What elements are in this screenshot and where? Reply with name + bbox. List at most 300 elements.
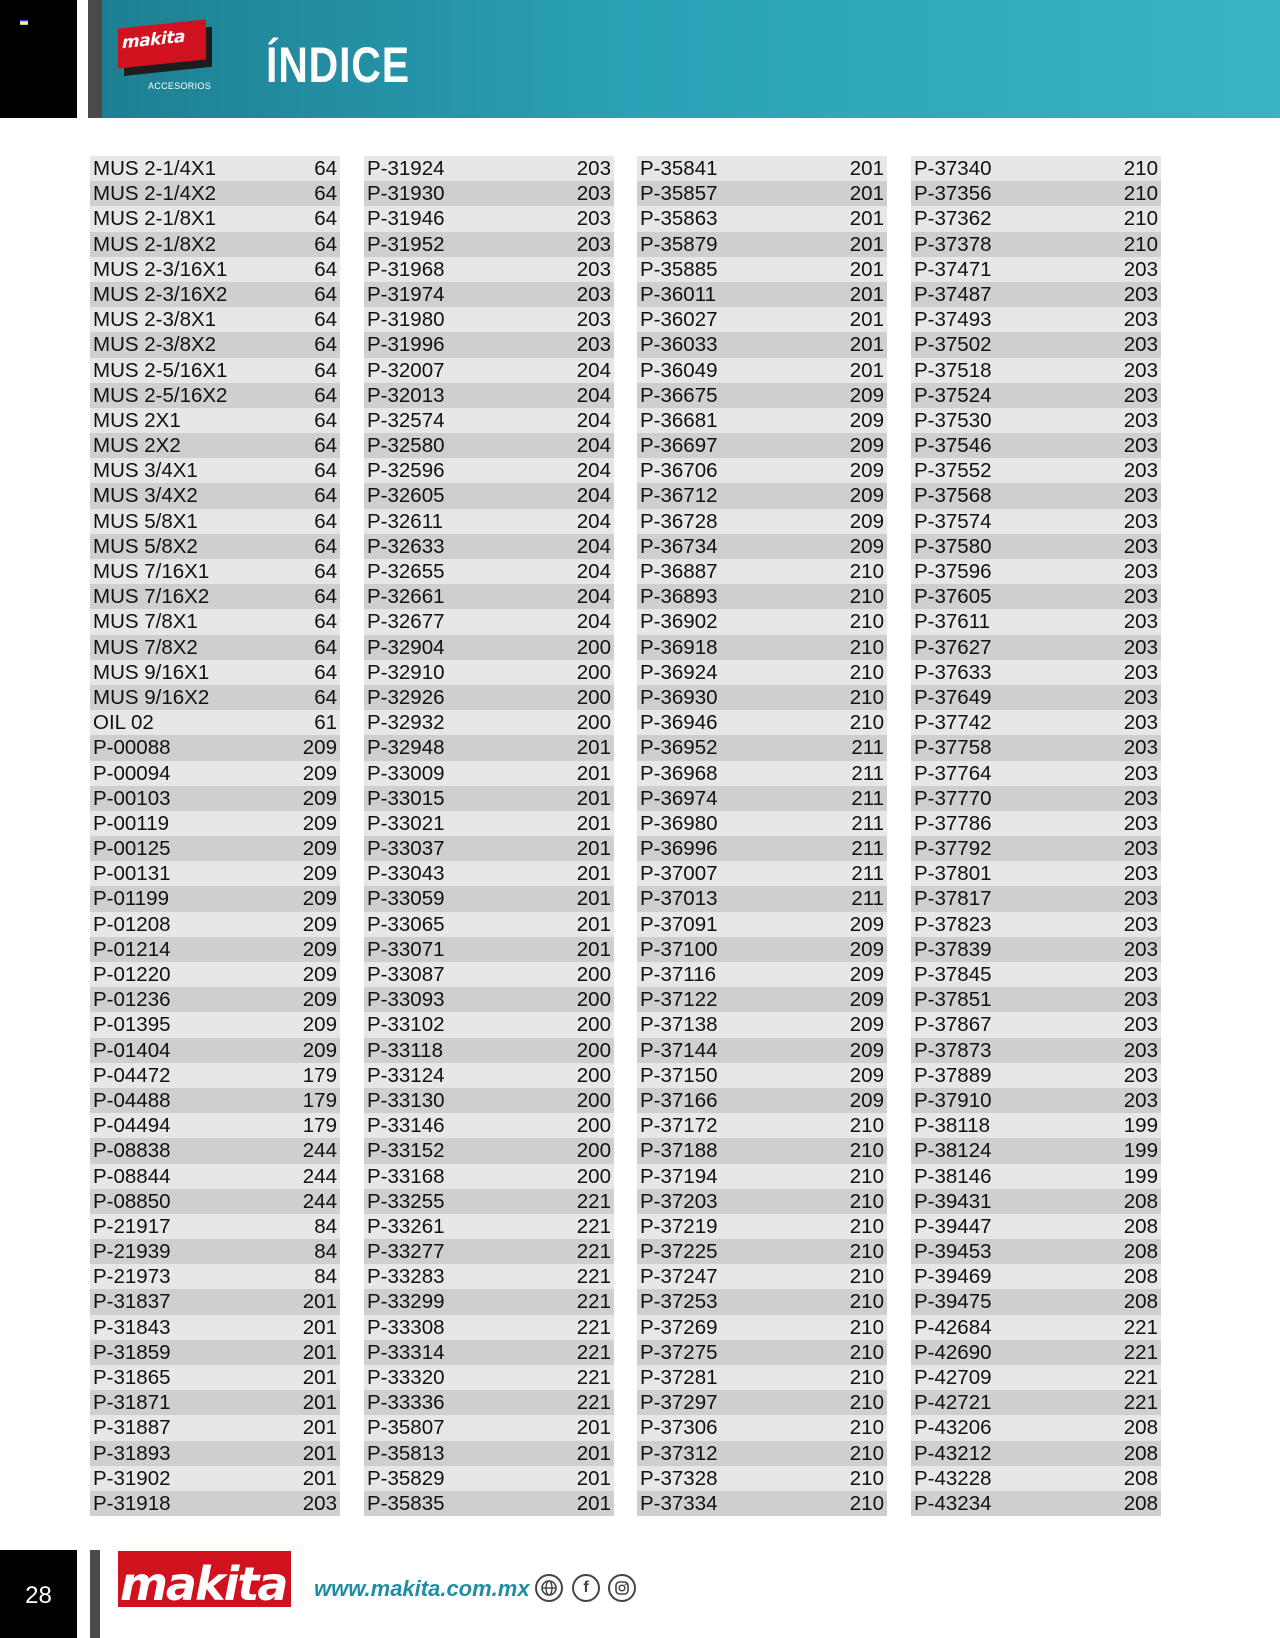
- index-row: [911, 282, 1161, 307]
- page-ref: 209: [849, 963, 884, 986]
- product-code: P-35885: [640, 257, 718, 281]
- product-code: P-37786: [914, 811, 992, 835]
- product-code: P-36893: [640, 585, 718, 609]
- index-row: [364, 635, 614, 660]
- product-code: P-37122: [640, 988, 718, 1012]
- product-code: P-43228: [914, 1466, 992, 1490]
- page-ref: 221: [1123, 1315, 1158, 1339]
- product-code: P-35807: [367, 1416, 445, 1440]
- product-code: P-39447: [914, 1214, 992, 1238]
- page-ref: 203: [576, 282, 611, 306]
- product-code: P-37091: [640, 912, 718, 936]
- index-row: [90, 1164, 340, 1189]
- page-ref: 200: [576, 1114, 611, 1138]
- page-ref: 211: [851, 887, 884, 911]
- page-ref: 211: [851, 862, 884, 886]
- index-row: [90, 559, 340, 584]
- index-row: [90, 836, 340, 861]
- product-code: P-35829: [367, 1466, 445, 1490]
- product-code: P-38124: [914, 1139, 992, 1163]
- index-row: [90, 1189, 340, 1214]
- index-row: [90, 332, 340, 357]
- index-row: [911, 584, 1161, 609]
- instagram-icon[interactable]: [608, 1574, 636, 1602]
- index-row: [90, 660, 340, 685]
- product-code: P-31865: [93, 1366, 171, 1389]
- page-ref: 209: [849, 1013, 884, 1037]
- index-row: [911, 1315, 1161, 1340]
- page-ref: 204: [576, 408, 611, 432]
- product-code: P-31859: [93, 1340, 171, 1364]
- page-ref: 203: [1123, 484, 1158, 508]
- index-row: [911, 1466, 1161, 1491]
- product-code: P-33037: [367, 837, 445, 861]
- product-code: MUS 2-1/8X1: [93, 207, 217, 231]
- product-code: P-01236: [93, 988, 171, 1012]
- page-ref: 64: [314, 358, 337, 382]
- index-row: [911, 1390, 1161, 1415]
- page-ref: 210: [849, 1366, 884, 1389]
- page-ref: 64: [314, 534, 337, 558]
- index-row: [911, 509, 1161, 534]
- product-code: P-37334: [640, 1491, 718, 1515]
- page-ref: 204: [576, 434, 611, 458]
- product-code: P-38146: [914, 1164, 992, 1188]
- product-code: P-37306: [640, 1416, 718, 1440]
- page-ref: 208: [1123, 1214, 1158, 1238]
- page-ref: 209: [302, 1013, 337, 1037]
- index-row: [911, 559, 1161, 584]
- product-code: P-37801: [914, 862, 992, 886]
- product-code: P-37649: [914, 685, 992, 709]
- product-code: P-43212: [914, 1441, 992, 1465]
- page-ref: 200: [576, 1013, 611, 1037]
- index-column-4: [911, 156, 1161, 1516]
- product-code: P-33102: [367, 1013, 445, 1037]
- product-code: P-36887: [640, 560, 718, 583]
- index-column-2: [364, 156, 614, 1516]
- product-code: P-00119: [93, 811, 169, 835]
- product-code: P-31902: [93, 1466, 171, 1490]
- product-code: P-37889: [914, 1063, 992, 1087]
- index-row: [90, 786, 340, 811]
- index-row: [637, 1012, 887, 1037]
- product-code: P-31918: [93, 1491, 171, 1515]
- index-row: [911, 534, 1161, 559]
- page-ref: 209: [302, 837, 337, 861]
- index-row: [637, 635, 887, 660]
- product-code: P-37194: [640, 1164, 718, 1188]
- product-code: P-37144: [640, 1038, 718, 1062]
- product-code: MUS 2-1/4X1: [93, 157, 217, 180]
- index-row: [90, 181, 340, 206]
- index-row: [637, 1189, 887, 1214]
- product-code: P-37493: [914, 308, 992, 332]
- product-code: MUS 5/8X2: [93, 534, 198, 558]
- page-ref: 203: [1123, 761, 1158, 785]
- product-code: P-37764: [914, 761, 992, 785]
- page-ref: 84: [314, 1214, 337, 1238]
- product-code: P-36946: [640, 711, 718, 735]
- index-row: [637, 836, 887, 861]
- page-ref: 201: [576, 937, 611, 961]
- product-code: P-35841: [640, 157, 718, 180]
- index-row: [364, 1063, 614, 1088]
- page-number: 28: [25, 1582, 52, 1609]
- page-ref: 203: [1123, 459, 1158, 483]
- product-code: P-36011: [640, 282, 716, 306]
- product-code: MUS 7/16X1: [93, 560, 210, 583]
- page-ref: 210: [849, 1240, 884, 1264]
- product-code: P-31974: [367, 282, 445, 306]
- index-row: [637, 987, 887, 1012]
- page-header: [0, 0, 1280, 118]
- index-row: [911, 685, 1161, 710]
- page-ref: 203: [1123, 383, 1158, 407]
- product-code: P-39431: [914, 1189, 992, 1213]
- page-ref: 221: [576, 1240, 611, 1264]
- product-code: MUS 2-3/8X2: [93, 333, 217, 357]
- product-code: MUS 2X1: [93, 408, 181, 432]
- product-code: MUS 2X2: [93, 434, 181, 458]
- index-row: [637, 156, 887, 181]
- product-code: P-33168: [367, 1164, 445, 1188]
- index-row: [911, 710, 1161, 735]
- page-ref: 210: [849, 585, 884, 609]
- index-row: [90, 282, 340, 307]
- product-code: MUS 2-3/16X2: [93, 282, 228, 306]
- page-ref: 203: [1123, 786, 1158, 810]
- page-ref: 200: [576, 1088, 611, 1112]
- product-code: MUS 5/8X1: [93, 509, 198, 533]
- index-row: [90, 1491, 340, 1516]
- product-code: P-32633: [367, 534, 445, 558]
- index-row: [364, 836, 614, 861]
- index-row: [911, 786, 1161, 811]
- page-ref: 61: [314, 711, 337, 735]
- index-row: [364, 307, 614, 332]
- product-code: P-36675: [640, 383, 718, 407]
- page-ref: 210: [849, 1189, 884, 1213]
- product-code: P-01220: [93, 963, 171, 986]
- page-ref: 64: [314, 157, 337, 180]
- index-row: [637, 332, 887, 357]
- page-ref: 201: [302, 1441, 337, 1465]
- index-row: [364, 1088, 614, 1113]
- page-ref: 209: [849, 988, 884, 1012]
- product-code: P-37627: [914, 635, 992, 659]
- facebook-icon[interactable]: f: [572, 1574, 600, 1602]
- product-code: P-37552: [914, 459, 992, 483]
- logo-text: makita: [122, 26, 185, 54]
- index-row: [911, 635, 1161, 660]
- page-ref: 209: [302, 912, 337, 936]
- product-code: P-32932: [367, 711, 445, 735]
- page-ref: 210: [849, 1466, 884, 1490]
- page-ref: 203: [576, 257, 611, 281]
- product-code: MUS 9/16X1: [93, 660, 210, 684]
- page-ref: 209: [302, 862, 337, 886]
- product-code: P-35879: [640, 232, 718, 256]
- page-ref: 203: [1123, 333, 1158, 357]
- product-code: P-35863: [640, 207, 718, 231]
- page-ref: 209: [302, 988, 337, 1012]
- product-code: P-43234: [914, 1491, 992, 1515]
- index-row: [637, 685, 887, 710]
- index-row: [90, 257, 340, 282]
- product-code: P-37770: [914, 786, 992, 810]
- index-row: [911, 1340, 1161, 1365]
- page-ref: 204: [576, 585, 611, 609]
- page-ref: 179: [302, 1114, 337, 1138]
- index-row: [911, 1038, 1161, 1063]
- product-code: P-32910: [367, 660, 445, 684]
- index-row: [90, 358, 340, 383]
- index-row: [90, 206, 340, 231]
- page-ref: 204: [576, 383, 611, 407]
- index-row: [90, 1239, 340, 1264]
- page-ref: 201: [576, 1441, 611, 1465]
- page-ref: 209: [849, 937, 884, 961]
- page-ref: 200: [576, 1038, 611, 1062]
- product-code: P-37203: [640, 1189, 718, 1213]
- index-row: [90, 509, 340, 534]
- page-ref: 221: [576, 1290, 611, 1314]
- index-row: [364, 660, 614, 685]
- product-code: P-31924: [367, 157, 445, 180]
- page-ref: 203: [1123, 660, 1158, 684]
- product-code: P-33314: [367, 1340, 445, 1364]
- page-ref: 210: [849, 1340, 884, 1364]
- page-ref: 201: [302, 1391, 337, 1415]
- page-ref: 201: [576, 786, 611, 810]
- page-ref: 64: [314, 232, 337, 256]
- index-row: [911, 206, 1161, 231]
- product-code: P-37524: [914, 383, 992, 407]
- page-ref: 210: [1123, 207, 1158, 231]
- index-row: [637, 509, 887, 534]
- product-code: P-37188: [640, 1139, 718, 1163]
- page-ref: 209: [849, 434, 884, 458]
- index-row: [364, 358, 614, 383]
- page-ref: 64: [314, 333, 337, 357]
- index-row: [90, 912, 340, 937]
- page-ref: 209: [849, 484, 884, 508]
- product-code: P-37269: [640, 1315, 718, 1339]
- product-code: P-33277: [367, 1240, 445, 1264]
- product-code: MUS 2-1/4X2: [93, 182, 217, 206]
- page-ref: 64: [314, 635, 337, 659]
- index-row: [911, 1239, 1161, 1264]
- product-code: P-36734: [640, 534, 718, 558]
- index-row: [364, 1340, 614, 1365]
- page-ref: 203: [1123, 560, 1158, 583]
- page-ref: 200: [576, 1063, 611, 1087]
- globe-icon[interactable]: [535, 1574, 563, 1602]
- page-ref: 201: [849, 232, 884, 256]
- index-row: [637, 383, 887, 408]
- page-ref: 203: [302, 1491, 337, 1515]
- index-row: [911, 1088, 1161, 1113]
- product-code: P-32605: [367, 484, 445, 508]
- page-ref: 203: [1123, 937, 1158, 961]
- page-ref: 221: [1123, 1366, 1158, 1389]
- page-ref: 199: [1123, 1114, 1158, 1138]
- product-code: P-36033: [640, 333, 718, 357]
- page-ref: 209: [849, 383, 884, 407]
- page-ref: 64: [314, 509, 337, 533]
- page-ref: 203: [1123, 887, 1158, 911]
- page-ref: 201: [849, 182, 884, 206]
- page-ref: 209: [302, 761, 337, 785]
- index-row: [911, 232, 1161, 257]
- product-code: P-37297: [640, 1391, 718, 1415]
- product-code: P-32904: [367, 635, 445, 659]
- product-code: P-42721: [914, 1391, 992, 1415]
- index-row: [90, 1113, 340, 1138]
- product-code: P-01199: [93, 887, 169, 911]
- page-ref: 210: [849, 660, 884, 684]
- index-row: [637, 962, 887, 987]
- product-code: P-37530: [914, 408, 992, 432]
- page-ref: 209: [849, 1088, 884, 1112]
- page-ref: 209: [849, 1063, 884, 1087]
- page-ref: 209: [849, 912, 884, 936]
- page-ref: 210: [849, 1164, 884, 1188]
- page-ref: 201: [302, 1315, 337, 1339]
- product-code: P-37873: [914, 1038, 992, 1062]
- index-row: [364, 509, 614, 534]
- makita-accesorios-logo: [118, 24, 208, 76]
- product-code: P-33283: [367, 1265, 445, 1289]
- page-ref: 203: [1123, 610, 1158, 634]
- product-code: P-36980: [640, 811, 718, 835]
- index-row: [364, 609, 614, 634]
- website-link[interactable]: www.makita.com.mx: [314, 1576, 530, 1601]
- index-row: [90, 1289, 340, 1314]
- index-row: [911, 483, 1161, 508]
- page-ref: 64: [314, 383, 337, 407]
- page-ref: 204: [576, 534, 611, 558]
- product-code: P-08838: [93, 1139, 171, 1163]
- product-code: P-35813: [367, 1441, 445, 1465]
- product-code: P-37910: [914, 1088, 992, 1112]
- product-code: P-31952: [367, 232, 445, 256]
- index-row: [90, 609, 340, 634]
- index-row: [911, 1164, 1161, 1189]
- page-ref: 201: [576, 1416, 611, 1440]
- product-code: P-37845: [914, 963, 992, 986]
- index-row: [364, 181, 614, 206]
- page-ref: 210: [849, 610, 884, 634]
- product-code: P-33255: [367, 1189, 445, 1213]
- page-ref: 200: [576, 660, 611, 684]
- product-code: P-36027: [640, 308, 718, 332]
- index-row: [637, 584, 887, 609]
- index-row: [911, 358, 1161, 383]
- page-ref: 204: [576, 459, 611, 483]
- product-code: P-37013: [640, 887, 718, 911]
- page-ref: 64: [314, 660, 337, 684]
- page-ref: 221: [1123, 1340, 1158, 1364]
- product-code: P-33015: [367, 786, 445, 810]
- product-code: P-00094: [93, 761, 171, 785]
- product-code: P-37574: [914, 509, 992, 533]
- page-ref: 201: [576, 912, 611, 936]
- page-ref: 203: [1123, 862, 1158, 886]
- page-ref: 210: [849, 1139, 884, 1163]
- index-row: [364, 861, 614, 886]
- page-ref: 64: [314, 308, 337, 332]
- product-code: P-31893: [93, 1441, 171, 1465]
- index-row: [364, 408, 614, 433]
- page-ref: 208: [1123, 1240, 1158, 1264]
- page-ref: 209: [302, 736, 337, 760]
- index-row: [911, 433, 1161, 458]
- index-row: [637, 937, 887, 962]
- index-row: [364, 206, 614, 231]
- product-code: P-37546: [914, 434, 992, 458]
- page-ref: 210: [849, 635, 884, 659]
- page-ref: 64: [314, 610, 337, 634]
- product-code: P-37312: [640, 1441, 718, 1465]
- page-ref: 203: [1123, 257, 1158, 281]
- page-ref: 209: [849, 509, 884, 533]
- product-code: P-37568: [914, 484, 992, 508]
- page-ref: 208: [1123, 1189, 1158, 1213]
- page-ref: 201: [576, 887, 611, 911]
- index-row: [637, 1491, 887, 1516]
- page-ref: 204: [576, 484, 611, 508]
- product-code: P-38118: [914, 1114, 990, 1138]
- product-code: P-36918: [640, 635, 718, 659]
- page-ref: 200: [576, 1164, 611, 1188]
- index-row: [637, 282, 887, 307]
- product-code: P-37471: [914, 257, 992, 281]
- page-ref: 203: [1123, 811, 1158, 835]
- index-row: [637, 1365, 887, 1390]
- page-ref: 210: [849, 1391, 884, 1415]
- page-ref: 211: [851, 736, 884, 760]
- index-row: [911, 1365, 1161, 1390]
- product-code: P-37742: [914, 711, 992, 735]
- product-code: P-21939: [93, 1240, 171, 1264]
- page-ref: 64: [314, 585, 337, 609]
- page-ref: 204: [576, 358, 611, 382]
- index-row: [637, 1138, 887, 1163]
- product-code: P-36728: [640, 509, 718, 533]
- index-row: [911, 1063, 1161, 1088]
- page-ref: 201: [302, 1366, 337, 1389]
- product-code: MUS 2-1/8X2: [93, 232, 217, 256]
- index-row: [911, 660, 1161, 685]
- product-code: P-36902: [640, 610, 718, 634]
- page-ref: 210: [1123, 182, 1158, 206]
- flag-icon: [20, 20, 28, 25]
- page-ref: 201: [576, 1491, 611, 1515]
- index-row: [364, 559, 614, 584]
- index-column-1: [90, 156, 340, 1516]
- page-ref: 203: [1123, 308, 1158, 332]
- page-ref: 201: [576, 761, 611, 785]
- product-code: P-37281: [640, 1366, 718, 1389]
- index-row: [637, 358, 887, 383]
- page-ref: 201: [576, 837, 611, 861]
- product-code: MUS 7/8X1: [93, 610, 198, 634]
- index-row: [364, 1491, 614, 1516]
- index-row: [364, 1466, 614, 1491]
- page-ref: 64: [314, 560, 337, 583]
